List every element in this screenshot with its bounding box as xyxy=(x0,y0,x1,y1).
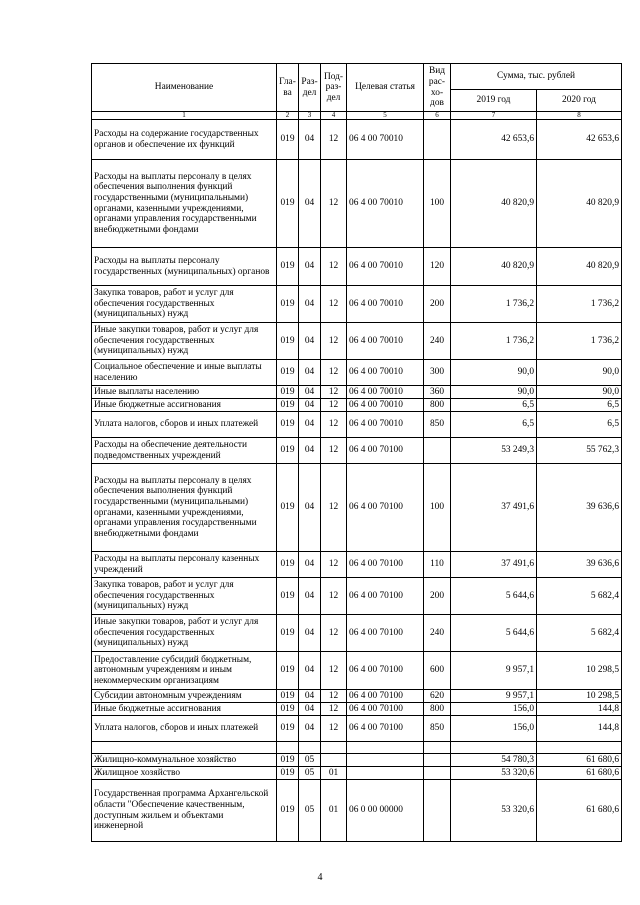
row-sum-2019: 5 644,6 xyxy=(451,615,537,652)
row-glava: 019 xyxy=(277,578,299,615)
page-number: 4 xyxy=(317,872,323,883)
row-sum-2020 xyxy=(537,742,622,754)
row-razdel: 04 xyxy=(299,412,321,438)
table-row xyxy=(92,652,622,690)
row-sum-2019: 40 820,9 xyxy=(451,160,537,248)
row-sum-2019: 156,0 xyxy=(451,703,537,716)
table-row xyxy=(92,754,622,767)
row-name: Расходы на выплаты персоналу казенных учреждений xyxy=(92,552,277,578)
row-expense-type xyxy=(424,780,451,842)
row-razdel: 05 xyxy=(299,780,321,842)
row-razdel: 04 xyxy=(299,690,321,703)
row-glava: 019 xyxy=(277,552,299,578)
row-glava: 019 xyxy=(277,716,299,742)
row-expense-type: 300 xyxy=(424,360,451,386)
row-target-article: 06 4 00 70010 xyxy=(347,412,424,438)
column-number: 4 xyxy=(321,112,347,120)
row-sum-2020: 5 682,4 xyxy=(537,578,622,615)
header-year-2019: 2019 год xyxy=(451,90,537,112)
row-expense-type xyxy=(424,438,451,464)
row-razdel: 04 xyxy=(299,386,321,399)
row-podrazdel: 12 xyxy=(321,360,347,386)
row-expense-type: 240 xyxy=(424,323,451,360)
row-expense-type: 100 xyxy=(424,464,451,552)
row-target-article: 06 4 00 70100 xyxy=(347,652,424,690)
column-number: 5 xyxy=(347,112,424,120)
row-razdel: 04 xyxy=(299,438,321,464)
row-expense-type: 850 xyxy=(424,716,451,742)
row-target-article: 06 4 00 70100 xyxy=(347,552,424,578)
row-razdel: 05 xyxy=(299,754,321,767)
table-row xyxy=(92,399,622,412)
row-razdel: 05 xyxy=(299,767,321,780)
row-target-article: 06 0 00 00000 xyxy=(347,780,424,842)
row-podrazdel: 12 xyxy=(321,615,347,652)
row-expense-type: 200 xyxy=(424,286,451,323)
row-target-article: 06 4 00 70010 xyxy=(347,248,424,286)
row-razdel xyxy=(299,742,321,754)
row-name: Расходы на содержание государственных органов и обеспечение их функций xyxy=(92,120,277,160)
row-name: Предоставление субсидий бюджетным, автономным учреждениям и иным некоммерческим организациям xyxy=(92,652,277,690)
row-sum-2019: 6,5 xyxy=(451,412,537,438)
row-sum-2020: 61 680,6 xyxy=(537,754,622,767)
row-razdel: 04 xyxy=(299,464,321,552)
row-podrazdel xyxy=(321,754,347,767)
row-razdel: 04 xyxy=(299,716,321,742)
row-name: Социальное обеспечение и иные выплаты населению xyxy=(92,360,277,386)
row-target-article: 06 4 00 70100 xyxy=(347,716,424,742)
row-target-article: 06 4 00 70010 xyxy=(347,323,424,360)
row-name: Расходы на выплаты персоналу государственных (муниципальных) органов xyxy=(92,248,277,286)
column-number: 3 xyxy=(299,112,321,120)
row-target-article: 06 4 00 70010 xyxy=(347,399,424,412)
row-sum-2020: 42 653,6 xyxy=(537,120,622,160)
row-name: Государственная программа Архангельской области "Обеспечение качественным, доступным жильем и объектами инженерной xyxy=(92,780,277,842)
row-glava: 019 xyxy=(277,703,299,716)
row-name: Уплата налогов, сборов и иных платежей xyxy=(92,716,277,742)
row-expense-type xyxy=(424,754,451,767)
row-sum-2020: 144,8 xyxy=(537,703,622,716)
column-number: 8 xyxy=(537,112,622,120)
row-sum-2019: 9 957,1 xyxy=(451,690,537,703)
row-expense-type: 240 xyxy=(424,615,451,652)
row-podrazdel: 12 xyxy=(321,286,347,323)
row-expense-type: 620 xyxy=(424,690,451,703)
row-podrazdel: 12 xyxy=(321,464,347,552)
row-expense-type: 100 xyxy=(424,160,451,248)
row-sum-2020: 5 682,4 xyxy=(537,615,622,652)
row-podrazdel: 12 xyxy=(321,399,347,412)
row-sum-2020: 10 298,5 xyxy=(537,652,622,690)
row-sum-2020: 55 762,3 xyxy=(537,438,622,464)
table-row xyxy=(92,286,622,323)
row-name: Жилищное хозяйство xyxy=(92,767,277,780)
row-expense-type: 800 xyxy=(424,399,451,412)
row-name: Иные выплаты населению xyxy=(92,386,277,399)
row-name: Расходы на выплаты персоналу в целях обеспечения выполнения функций государственными (муниципальными) органами, казенными учреждениями, органами управления государственными внебюджетными фондами xyxy=(92,464,277,552)
row-razdel: 04 xyxy=(299,160,321,248)
row-glava: 019 xyxy=(277,438,299,464)
table-row xyxy=(92,716,622,742)
row-sum-2020: 40 820,9 xyxy=(537,160,622,248)
row-sum-2019: 1 736,2 xyxy=(451,323,537,360)
row-expense-type xyxy=(424,120,451,160)
row-sum-2020: 1 736,2 xyxy=(537,323,622,360)
row-name: Расходы на выплаты персоналу в целях обеспечения выполнения функций государственными (муниципальными) органами, казенными учреждениями, органами управления государственными внебюджетными фондами xyxy=(92,160,277,248)
row-target-article: 06 4 00 70010 xyxy=(347,120,424,160)
table-row xyxy=(92,780,622,842)
row-sum-2019: 40 820,9 xyxy=(451,248,537,286)
row-sum-2020: 6,5 xyxy=(537,412,622,438)
row-glava: 019 xyxy=(277,464,299,552)
row-podrazdel: 12 xyxy=(321,323,347,360)
row-sum-2019: 37 491,6 xyxy=(451,464,537,552)
row-name: Закупка товаров, работ и услуг для обеспечения государственных (муниципальных) нужд xyxy=(92,578,277,615)
table-row xyxy=(92,160,622,248)
row-sum-2019: 53 320,6 xyxy=(451,780,537,842)
row-razdel: 04 xyxy=(299,286,321,323)
row-sum-2019: 5 644,6 xyxy=(451,578,537,615)
row-glava: 019 xyxy=(277,615,299,652)
table-row xyxy=(92,438,622,464)
row-sum-2019: 156,0 xyxy=(451,716,537,742)
row-name xyxy=(92,742,277,754)
row-name: Иные бюджетные ассигнования xyxy=(92,703,277,716)
row-expense-type xyxy=(424,742,451,754)
row-target-article: 06 4 00 70100 xyxy=(347,464,424,552)
row-target-article: 06 4 00 70010 xyxy=(347,286,424,323)
row-razdel: 04 xyxy=(299,248,321,286)
row-podrazdel: 12 xyxy=(321,652,347,690)
table-row xyxy=(92,767,622,780)
row-sum-2019: 90,0 xyxy=(451,386,537,399)
table-row xyxy=(92,742,622,754)
row-target-article xyxy=(347,767,424,780)
row-glava: 019 xyxy=(277,767,299,780)
row-target-article: 06 4 00 70010 xyxy=(347,386,424,399)
row-podrazdel: 12 xyxy=(321,120,347,160)
row-sum-2020: 1 736,2 xyxy=(537,286,622,323)
row-target-article: 06 4 00 70010 xyxy=(347,160,424,248)
row-glava: 019 xyxy=(277,399,299,412)
row-sum-2019: 42 653,6 xyxy=(451,120,537,160)
row-target-article: 06 4 00 70010 xyxy=(347,360,424,386)
header-expense-type: Вид рас-хо-дов xyxy=(424,64,451,112)
row-razdel: 04 xyxy=(299,399,321,412)
row-sum-2020: 144,8 xyxy=(537,716,622,742)
row-sum-2020: 39 636,6 xyxy=(537,552,622,578)
row-razdel: 04 xyxy=(299,703,321,716)
row-name: Закупка товаров, работ и услуг для обеспечения государственных (муниципальных) нужд xyxy=(92,286,277,323)
row-sum-2019: 54 780,3 xyxy=(451,754,537,767)
row-sum-2019: 9 957,1 xyxy=(451,652,537,690)
row-expense-type: 110 xyxy=(424,552,451,578)
header-target-article: Целевая статья xyxy=(347,64,424,112)
row-glava: 019 xyxy=(277,360,299,386)
table-row xyxy=(92,578,622,615)
row-expense-type: 200 xyxy=(424,578,451,615)
row-glava: 019 xyxy=(277,120,299,160)
row-sum-2019: 6,5 xyxy=(451,399,537,412)
row-target-article: 06 4 00 70100 xyxy=(347,690,424,703)
budget-table xyxy=(91,63,622,842)
row-target-article xyxy=(347,742,424,754)
row-target-article: 06 4 00 70100 xyxy=(347,578,424,615)
row-glava: 019 xyxy=(277,286,299,323)
row-glava: 019 xyxy=(277,248,299,286)
row-glava: 019 xyxy=(277,412,299,438)
column-number: 2 xyxy=(277,112,299,120)
header-glava: Гла-ва xyxy=(277,64,299,112)
row-sum-2019: 37 491,6 xyxy=(451,552,537,578)
row-podrazdel: 12 xyxy=(321,690,347,703)
row-sum-2019: 1 736,2 xyxy=(451,286,537,323)
row-name: Иные закупки товаров, работ и услуг для обеспечения государственных (муниципальных) нужд xyxy=(92,615,277,652)
header-name: Наименование xyxy=(92,64,277,112)
row-expense-type: 120 xyxy=(424,248,451,286)
row-sum-2020: 6,5 xyxy=(537,399,622,412)
row-razdel: 04 xyxy=(299,578,321,615)
row-glava: 019 xyxy=(277,754,299,767)
column-number: 7 xyxy=(451,112,537,120)
row-podrazdel: 12 xyxy=(321,386,347,399)
table-row xyxy=(92,703,622,716)
row-sum-2019 xyxy=(451,742,537,754)
row-podrazdel xyxy=(321,742,347,754)
row-razdel: 04 xyxy=(299,552,321,578)
table-row xyxy=(92,552,622,578)
row-sum-2019: 53 320,6 xyxy=(451,767,537,780)
row-podrazdel: 12 xyxy=(321,578,347,615)
row-sum-2020: 40 820,9 xyxy=(537,248,622,286)
table-row xyxy=(92,412,622,438)
row-name: Жилищно-коммунальное хозяйство xyxy=(92,754,277,767)
row-sum-2020: 90,0 xyxy=(537,386,622,399)
row-target-article: 06 4 00 70100 xyxy=(347,438,424,464)
header-year-2020: 2020 год xyxy=(537,90,622,112)
table-row xyxy=(92,615,622,652)
column-number: 6 xyxy=(424,112,451,120)
table-row xyxy=(92,464,622,552)
row-name: Иные бюджетные ассигнования xyxy=(92,399,277,412)
row-expense-type xyxy=(424,767,451,780)
row-podrazdel: 01 xyxy=(321,767,347,780)
row-glava: 019 xyxy=(277,780,299,842)
row-glava: 019 xyxy=(277,652,299,690)
row-target-article: 06 4 00 70100 xyxy=(347,703,424,716)
row-name: Субсидии автономным учреждениям xyxy=(92,690,277,703)
table-row xyxy=(92,323,622,360)
table-row xyxy=(92,360,622,386)
row-podrazdel: 12 xyxy=(321,716,347,742)
table-row xyxy=(92,248,622,286)
row-sum-2019: 90,0 xyxy=(451,360,537,386)
row-sum-2020: 10 298,5 xyxy=(537,690,622,703)
row-razdel: 04 xyxy=(299,323,321,360)
row-podrazdel: 12 xyxy=(321,412,347,438)
row-target-article: 06 4 00 70100 xyxy=(347,615,424,652)
table-row xyxy=(92,120,622,160)
row-expense-type: 360 xyxy=(424,386,451,399)
header-sum: Сумма, тыс. рублей xyxy=(451,64,622,90)
row-podrazdel: 01 xyxy=(321,780,347,842)
row-sum-2019: 53 249,3 xyxy=(451,438,537,464)
row-glava: 019 xyxy=(277,386,299,399)
row-podrazdel: 12 xyxy=(321,552,347,578)
table-row xyxy=(92,386,622,399)
row-sum-2020: 61 680,6 xyxy=(537,780,622,842)
header-razdel: Раз-дел xyxy=(299,64,321,112)
row-razdel: 04 xyxy=(299,652,321,690)
row-name: Иные закупки товаров, работ и услуг для обеспечения государственных (муниципальных) нужд xyxy=(92,323,277,360)
row-razdel: 04 xyxy=(299,360,321,386)
row-name: Уплата налогов, сборов и иных платежей xyxy=(92,412,277,438)
row-glava: 019 xyxy=(277,160,299,248)
row-target-article xyxy=(347,754,424,767)
row-razdel: 04 xyxy=(299,120,321,160)
row-expense-type: 850 xyxy=(424,412,451,438)
row-glava xyxy=(277,742,299,754)
header-podrazdel: Под-раз-дел xyxy=(321,64,347,112)
row-sum-2020: 90,0 xyxy=(537,360,622,386)
row-name: Расходы на обеспечение деятельности подведомственных учреждений xyxy=(92,438,277,464)
row-podrazdel: 12 xyxy=(321,248,347,286)
row-sum-2020: 61 680,6 xyxy=(537,767,622,780)
row-podrazdel: 12 xyxy=(321,438,347,464)
row-expense-type: 800 xyxy=(424,703,451,716)
table-row xyxy=(92,690,622,703)
row-glava: 019 xyxy=(277,690,299,703)
row-podrazdel: 12 xyxy=(321,160,347,248)
row-podrazdel: 12 xyxy=(321,703,347,716)
row-expense-type: 600 xyxy=(424,652,451,690)
row-glava: 019 xyxy=(277,323,299,360)
column-number: 1 xyxy=(92,112,277,120)
row-razdel: 04 xyxy=(299,615,321,652)
row-sum-2020: 39 636,6 xyxy=(537,464,622,552)
